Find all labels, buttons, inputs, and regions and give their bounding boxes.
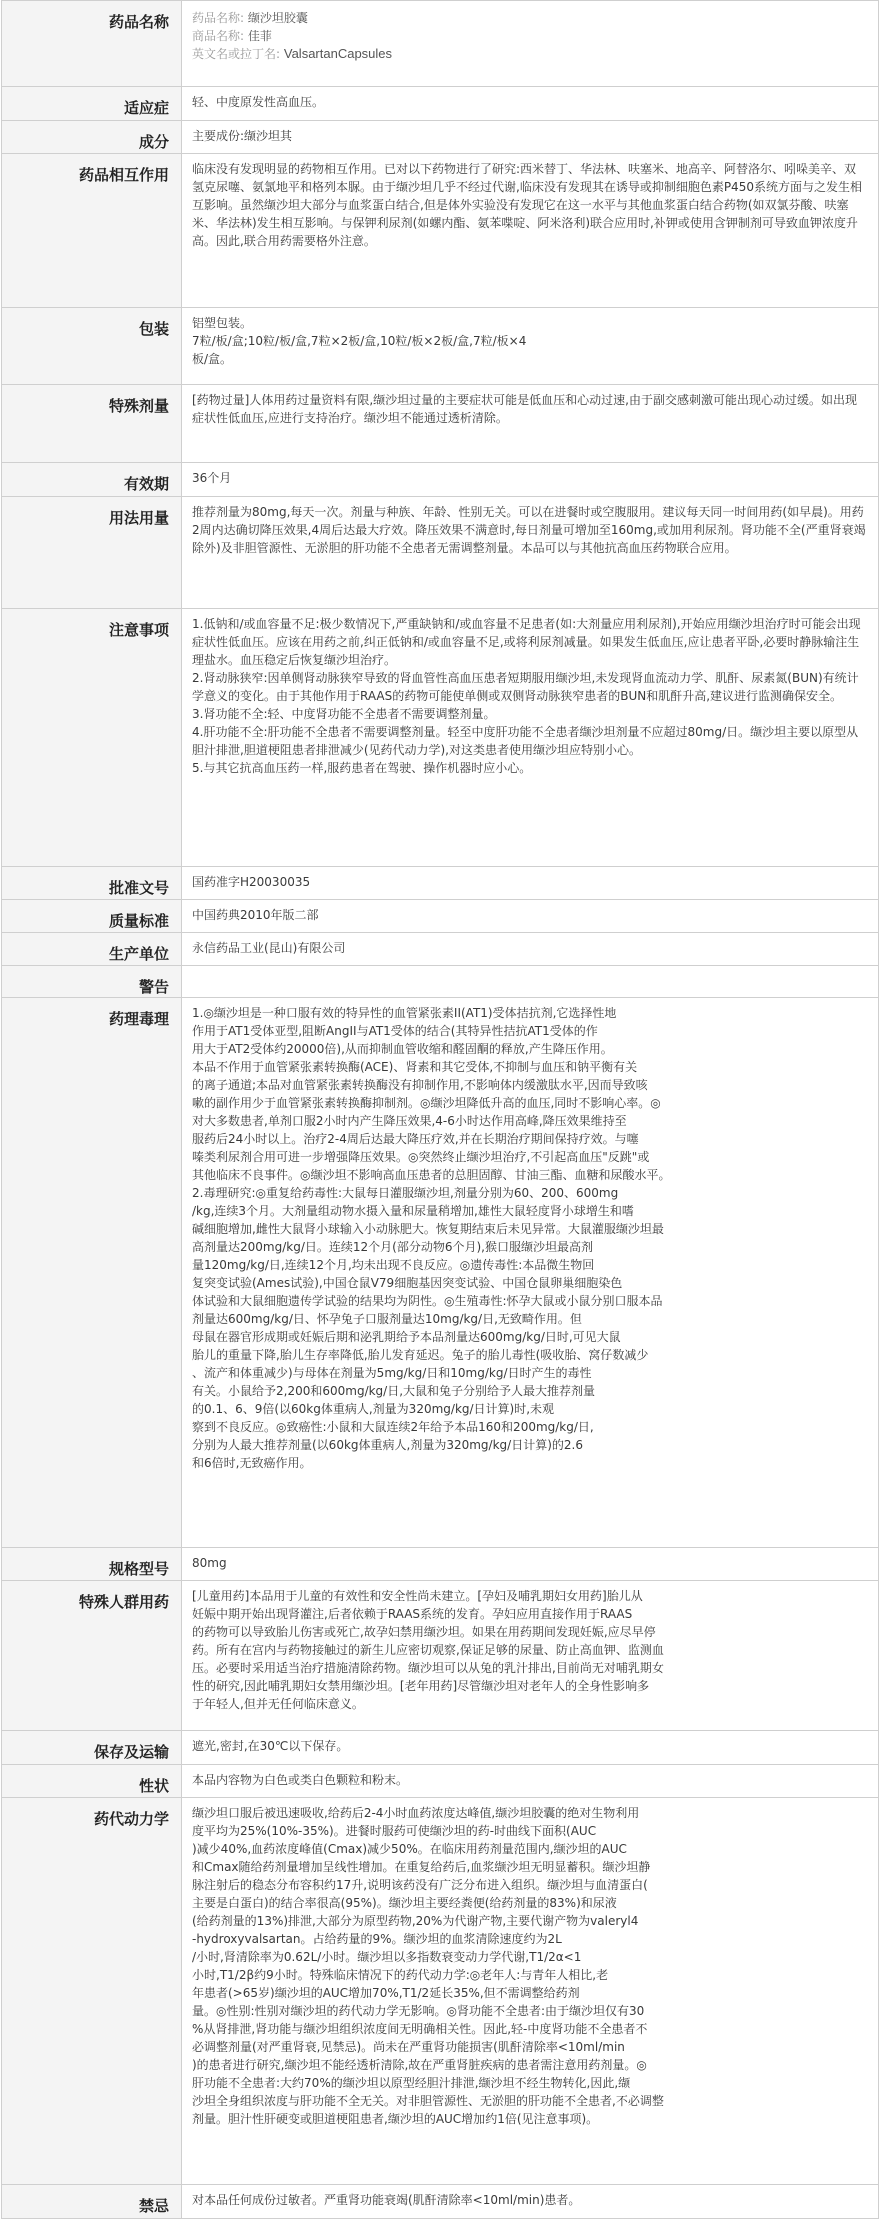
label-spec: 规格型号 <box>2 1548 182 1581</box>
english-name-value: ValsartanCapsules <box>283 46 393 61</box>
dosage-text: 推荐剂量为80mg,每天一次。剂量与种族、年龄、性别无关。可以在进餐时或空腹服用。建议每天同一时间用药(如早晨)。用药2周内达确切降压效果,4周后达最大疗效。降压效果不满意时,每日剂量可增加至160mg,或加用利尿剂。肾功能不全(严重肾衰竭除外)及非胆管源性、无淤胆的肝功能不全患者无需调整剂量。本品可以与其他抗高血压药物联合应用。 <box>192 505 866 555</box>
label-precautions: 注意事项 <box>2 609 182 867</box>
manufacturer-text: 永信药品工业(昆山)有限公司 <box>192 941 346 955</box>
indication-text: 轻、中度原发性高血压。 <box>192 95 325 109</box>
row-overdose <box>2 385 879 463</box>
pharmacology-text: 1.◎缬沙坦是一种口服有效的特异性的血管紧张素II(AT1)受体拮抗剂,它选择性地 作用于AT1受体亚型,阻断AngII与AT1受体的结合(其特异性拮抗AT1受体的作 用大于AT2受体约20000倍),从而抑制血管收缩和醛固酮的释放,产生降压作用。 本品不作用于血管紧张素转换酶(ACE)、肾素和其它受体,不抑制与血压和钠平衡有关 的离子通道;本品对血管紧张素转换酶没有抑制作用,不影响体内缓激肽水平,因而导致咳 嗽的副作用少于血管紧张素转换酶抑制剂。◎缬沙坦降低升高的血压,同时不影响心率。◎ 对大多数患者,单剂口服2小时内产生降压效果,4-6小时达作用高峰,降压效果维持至 服药后24小时以上。治疗2-4周后达最大降压疗效,并在长期治疗期间保持疗效。与噻 嗪类利尿剂合用可进一步增强降压效果。◎突然终止缬沙坦治疗,不引起高血压"反跳"或 其他临床不良事件。◎缬沙坦不影响高血压患者的总胆固醇、甘油三酯、血糖和尿酸水平。 2.毒理研究:◎重复给药毒性:大鼠每日灌服缬沙坦,剂量分别为60、200、600mg /kg,连续3个月。大剂量组动物水摄入量和尿量稍增加,雄性大鼠轻度肾小球增生和嗜 碱细胞增加,雌性大鼠肾小球输入小动脉肥大。恢复期结束后未见异常。大鼠灌服缬沙坦最 高剂量达200mg/kg/日。连续12个月(部分动物6个月),猴口服缬沙坦最高剂 量120mg/kg/日,连续12个月,均未出现不良反应。◎遗传毒性:本品微生物回 复突变试验(Ames试验),中国仓鼠V79细胞基因突变试验、中国仓鼠卵巢细胞染色 体试验和大鼠细胞遗传学试验的结果均为阴性。◎生殖毒性:怀孕大鼠或小鼠分别口服本品 剂量达600mg/kg/日、怀孕兔子口服剂量达10mg/kg/日,无致畸作用。但 母鼠在器官形成期或妊娠后期和泌乳期给予本品剂量达600mg/kg/日时,可见大鼠 胎儿的重量下降,胎儿生存率降低,胎儿发育延迟。兔子的胎儿毒性(吸收胎、窝仔数减少 、流产和体重减少)与母体在剂量为5mg/kg/日和10mg/kg/日时产生的毒性 有关。小鼠给予2,200和600mg/kg/日,大鼠和兔子分别给予人最大推荐剂量 的0.1、6、9倍(以60kg体重病人,剂量为320mg/kg/日计算)时,未观 察到不良反应。◎致癌性:小鼠和大鼠连续2年给予本品160和200mg/kg/日, 分别为人最大推荐剂量(以60kg体重病人,剂量为320mg/kg/日计算)的2.6 和6倍时,无致癌作用。 <box>192 1006 671 1470</box>
value-precautions <box>182 609 879 867</box>
trade-name-line <box>192 27 868 45</box>
generic-name-value: 缬沙坦胶囊 <box>247 11 308 25</box>
value-interactions <box>182 154 879 308</box>
value-overdose <box>182 385 879 463</box>
english-name-line <box>192 45 868 63</box>
value-warning <box>182 966 879 998</box>
label-pharmacology: 药理毒理 <box>2 998 182 1548</box>
special-population-text: [儿童用药]本品用于儿童的有效性和安全性尚未建立。[孕妇及哺乳期妇女用药]胎儿从 妊娠中期开始出现肾灌注,后者依赖于RAAS系统的发育。孕妇应用直接作用于RAAS 的药物可以导致胎儿伤害或死亡,故孕妇禁用缬沙坦。如果在用药期间发现妊娠,应尽早停 药。所有在宫内与药物接触过的新生儿应密切观察,保证足够的尿量、防止高血钾、监测血 压。必要时采用适当治疗措施清除药物。缬沙坦可以从兔的乳汁排出,目前尚无对哺乳期女 性的研究,因此哺乳期妇女禁用缬沙坦。[老年用药]尽管缬沙坦对老年人的全身性影响多 于年轻人,但并无任何临床意义。 <box>192 1589 664 1711</box>
label-special-population: 特殊人群用药 <box>2 1581 182 1731</box>
value-contraindications <box>182 2185 879 2219</box>
row-approval <box>2 867 879 900</box>
label-interactions: 药品相互作用 <box>2 154 182 308</box>
row-name <box>2 1 879 87</box>
trade-name-value: 佳菲 <box>247 29 272 43</box>
value-dosage <box>182 497 879 609</box>
label-overdose: 特殊剂量 <box>2 385 182 463</box>
row-special-population <box>2 1581 879 1731</box>
generic-name-line <box>192 9 868 27</box>
drug-spec-table <box>1 0 879 2219</box>
interactions-text: 临床没有发现明显的药物相互作用。已对以下药物进行了研究:西米替丁、华法林、呋塞米、地高辛、阿替洛尔、吲哚美辛、双氢克尿噻、氨氯地平和格列本脲。由于缬沙坦几乎不经过代谢,临床没有发现其在诱导或抑制细胞色素P450系统方面与之发生相互影响。虽然缬沙坦大部分与血浆蛋白结合,但是体外实验没有发现它在这一水平与其他血浆蛋白结合药物(如双氯芬酸、呋塞米、华法林)发生相互影响。与保钾利尿剂(如螺内酯、氨苯喋啶、阿米洛利)联合应用时,补钾或使用含钾制剂可导致血钾浓度升高。因此,联合用药需要格外注意。 <box>192 162 862 248</box>
value-package <box>182 308 879 385</box>
row-dosage <box>2 497 879 609</box>
label-manufacturer: 生产单位 <box>2 933 182 966</box>
value-spec <box>182 1548 879 1581</box>
storage-text: 遮光,密封,在30℃以下保存。 <box>192 1739 349 1753</box>
row-storage <box>2 1731 879 1765</box>
label-validity: 有效期 <box>2 463 182 497</box>
generic-name-key: 药品名称: <box>192 11 245 25</box>
english-name-key: 英文名或拉丁名: <box>192 47 281 61</box>
row-standard <box>2 900 879 933</box>
value-indication <box>182 87 879 121</box>
value-pharmacology <box>182 998 879 1548</box>
label-storage: 保存及运输 <box>2 1731 182 1765</box>
row-spec <box>2 1548 879 1581</box>
value-ingredients <box>182 121 879 154</box>
label-ingredients: 成分 <box>2 121 182 154</box>
row-validity <box>2 463 879 497</box>
approval-text: 国药准字H20030035 <box>192 875 311 889</box>
value-approval <box>182 867 879 900</box>
value-pharmacokinetics <box>182 1798 879 2185</box>
row-indication <box>2 87 879 121</box>
pharmacokinetics-text: 缬沙坦口服后被迅速吸收,给药后2-4小时血药浓度达峰值,缬沙坦胶囊的绝对生物利用 度平均为25%(10%-35%)。进餐时服药可使缬沙坦的药-时曲线下面积(AUC )减少40%,血药浓度峰值(Cmax)减少50%。在临床用药剂量范围内,缬沙坦的AUC 和Cmax随给药剂量增加呈线性增加。在重复给药后,血浆缬沙坦无明显蓄积。缬沙坦静 脉注射后的稳态分布容积约17升,说明该药没有广泛分布进入组织。缬沙坦与血清蛋白( 主要是白蛋白)的结合率很高(95%)。缬沙坦主要经粪便(给药剂量的83%)和尿液 (给药剂量的13%)排泄,大部分为原型药物,20%为代谢产物,主要代谢产物为valeryl4 -hydroxyvalsartan。占给药量的9%。缬沙坦的血浆清除速度约为2L /小时,肾清除率为0.62L/小时。缬沙坦以多指数衰变动力学代谢,T1/2α<1 小时,T1/2β约9小时。特殊临床情况下的药代动力学:◎老年人:与青年人相比,老 年患者(>65岁)缬沙坦的AUC增加70%,T1/2延长35%,但不需调整给药剂 量。◎性别:性别对缬沙坦的药代动力学无影响。◎肾功能不全患者:由于缬沙坦仅有30 %从肾排泄,肾功能与缬沙坦组织浓度间无明确相关性。因此,轻-中度肾功能不全患者不 必调整剂量(对严重肾衰,见禁忌)。尚未在严重肾功能损害(肌酐清除率<10ml/min )的患者进行研究,缬沙坦不能经透析清除,故在严重肾脏疾病的患者需注意用药剂量。◎ 肝功能不全患者:大约70%的缬沙坦以原型经胆汁排泄,缬沙坦不经生物转化,因此,缬 沙坦全身组织浓度与肝功能不全无关。对非胆管源性、无淤胆的肝功能不全患者,不必调整 剂量。胆汁性肝硬变或胆道梗阻患者,缬沙坦的AUC增加约1倍(见注意事项)。 <box>192 1806 664 2126</box>
label-approval: 批准文号 <box>2 867 182 900</box>
value-special-population <box>182 1581 879 1731</box>
row-pharmacology <box>2 998 879 1548</box>
label-indication: 适应症 <box>2 87 182 121</box>
row-ingredients <box>2 121 879 154</box>
label-standard: 质量标准 <box>2 900 182 933</box>
ingredients-text: 主要成份:缬沙坦其 <box>192 129 293 143</box>
row-package <box>2 308 879 385</box>
appearance-text: 本品内容物为白色或类白色颗粒和粉末。 <box>192 1773 409 1787</box>
contraindications-text: 对本品任何成份过敏者。严重肾功能衰竭(肌酐清除率<10ml/min)患者。 <box>192 2193 581 2207</box>
package-text: 铝塑包装。 7粒/板/盒;10粒/板/盒,7粒×2板/盒,10粒/板×2板/盒,7粒/板×4 板/盒。 <box>192 316 527 366</box>
row-manufacturer <box>2 933 879 966</box>
value-manufacturer <box>182 933 879 966</box>
value-validity <box>182 463 879 497</box>
standard-text: 中国药典2010年版二部 <box>192 908 319 922</box>
label-package: 包装 <box>2 308 182 385</box>
row-appearance <box>2 1765 879 1798</box>
validity-text: 36个月 <box>192 471 232 485</box>
value-storage <box>182 1731 879 1765</box>
spec-text: 80mg <box>192 1556 227 1570</box>
label-contraindications: 禁忌 <box>2 2185 182 2219</box>
trade-name-key: 商品名称: <box>192 29 245 43</box>
row-warning <box>2 966 879 998</box>
value-standard <box>182 900 879 933</box>
label-appearance: 性状 <box>2 1765 182 1798</box>
row-interactions <box>2 154 879 308</box>
label-pharmacokinetics: 药代动力学 <box>2 1798 182 2185</box>
label-name: 药品名称 <box>2 1 182 87</box>
label-dosage: 用法用量 <box>2 497 182 609</box>
label-warning: 警告 <box>2 966 182 998</box>
row-precautions <box>2 609 879 867</box>
value-appearance <box>182 1765 879 1798</box>
overdose-text: [药物过量]人体用药过量资料有限,缬沙坦过量的主要症状可能是低血压和心动过速,由于副交感刺激可能出现心动过缓。如出现症状性低血压,应进行支持治疗。缬沙坦不能通过透析清除。 <box>192 393 857 425</box>
precautions-text: 1.低钠和/或血容量不足:极少数情况下,严重缺钠和/或血容量不足患者(如:大剂量应用利尿剂),开始应用缬沙坦治疗时可能会出现症状性低血压。应该在用药之前,纠正低钠和/或血容量不足,或将利尿剂减量。如果发生低血压,应让患者平卧,必要时静脉输注生理盐水。血压稳定后恢复缬沙坦治疗。 2.肾动脉狭窄:因单侧肾动脉狭窄导致的肾血管性高血压患者短期服用缬沙坦,未发现肾血流动力学、肌酐、尿素氮(BUN)有统计学意义的变化。由于其他作用于RAAS的药物可能使单侧或双侧肾动脉狭窄患者的BUN和肌酐升高,建议进行监测确保安全。 3.肾功能不全:轻、中度肾功能不全患者不需要调整剂量。 4.肝功能不全:肝功能不全患者不需要调整剂量。轻至中度肝功能不全患者缬沙坦剂量不应超过80mg/日。缬沙坦主要以原型从胆汁排泄,胆道梗阻患者排泄减少(见药代动力学),对这类患者使用缬沙坦应特别小心。 5.与其它抗高血压药一样,服药患者在驾驶、操作机器时应小心。 <box>192 617 861 775</box>
row-pharmacokinetics <box>2 1798 879 2185</box>
value-name <box>182 1 879 87</box>
row-contraindications <box>2 2185 879 2219</box>
